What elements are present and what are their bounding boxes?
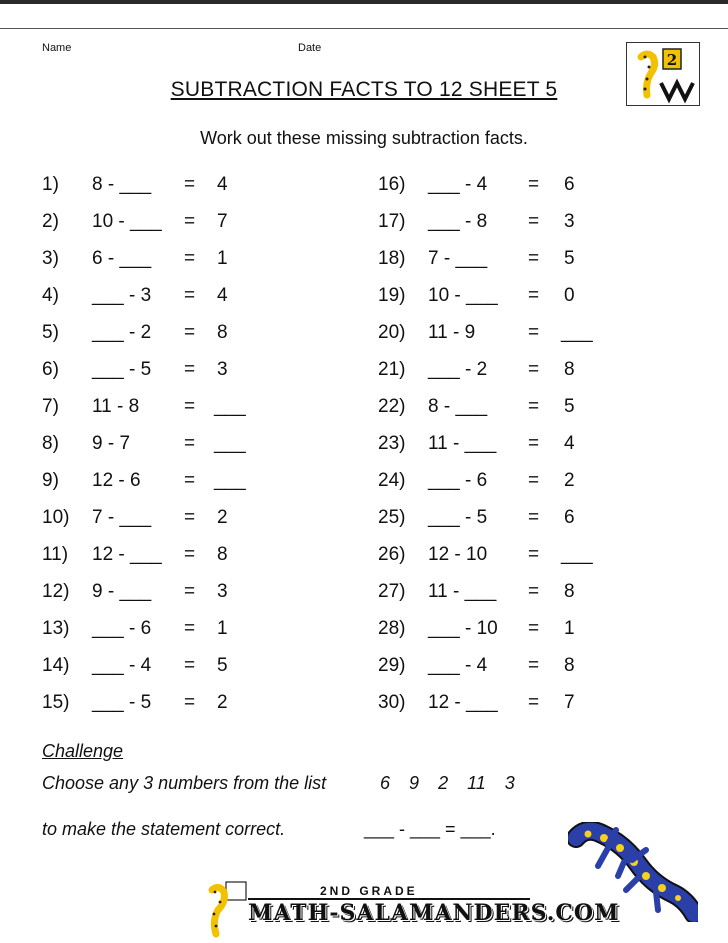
problem-expression: ___ - 5 (428, 507, 488, 528)
problem-row (42, 499, 372, 536)
problem-expression: 12 - 6 (92, 470, 141, 491)
problem-row (378, 240, 708, 277)
problem-number: 7) (42, 396, 59, 417)
problem-number: 22) (378, 396, 406, 417)
equals-sign: = (528, 322, 540, 343)
equals-sign: = (184, 581, 196, 602)
problem-expression: ___ - 6 (92, 618, 152, 639)
problem-row (378, 499, 708, 536)
problem-result: 5 (217, 655, 228, 676)
problem-result: 5 (564, 248, 575, 269)
problem-number: 16) (378, 174, 406, 195)
problem-result: 8 (564, 581, 575, 602)
problem-expression: 7 - ___ (428, 248, 488, 269)
problem-result: 1 (217, 618, 228, 639)
date-label: Date (298, 42, 322, 54)
problem-number: 10) (42, 507, 70, 528)
problem-row (42, 610, 372, 647)
equals-sign: = (184, 322, 196, 343)
problem-result: 6 (564, 174, 575, 195)
problem-result: 2 (217, 507, 228, 528)
problem-expression: 7 - ___ (92, 507, 152, 528)
page-title: SUBTRACTION FACTS TO 12 SHEET 5 (170, 78, 558, 101)
problem-number: 29) (378, 655, 406, 676)
problem-row (378, 166, 708, 203)
problem-row (378, 610, 708, 647)
problem-row (378, 573, 708, 610)
top-border-thin (0, 28, 728, 29)
problem-number: 3) (42, 248, 59, 269)
instructions: Work out these missing subtraction facts. (200, 128, 528, 148)
problem-result: 1 (564, 618, 575, 639)
equals-sign: = (184, 174, 196, 195)
problem-expression: 6 - ___ (92, 248, 152, 269)
problem-result: 0 (564, 285, 575, 306)
problem-number: 30) (378, 692, 406, 713)
problem-row (42, 277, 372, 314)
problem-result: 2 (564, 470, 575, 491)
challenge-title: Challenge (42, 741, 124, 761)
problem-expression: ___ - 5 (92, 359, 152, 380)
problem-row (378, 203, 708, 240)
problem-result: ___ (214, 433, 246, 454)
grade-number: 2 (666, 51, 678, 69)
problem-result: 8 (564, 655, 575, 676)
problem-result: 3 (564, 211, 575, 232)
challenge-number: 2 (438, 773, 449, 793)
equals-sign: = (184, 248, 196, 269)
problem-number: 28) (378, 618, 406, 639)
problem-number: 25) (378, 507, 406, 528)
problem-result: 3 (217, 359, 228, 380)
problem-number: 15) (42, 692, 70, 713)
problem-expression: ___ - 6 (428, 470, 488, 491)
equals-sign: = (528, 211, 540, 232)
problem-row (378, 536, 708, 573)
problem-row (42, 462, 372, 499)
problem-expression: ___ - 5 (92, 692, 152, 713)
problem-row (42, 314, 372, 351)
problem-number: 21) (378, 359, 406, 380)
problem-number: 8) (42, 433, 59, 454)
problem-row (378, 277, 708, 314)
problem-number: 12) (42, 581, 70, 602)
equals-sign: = (184, 655, 196, 676)
equals-sign: = (184, 544, 196, 565)
problem-result: 1 (217, 248, 228, 269)
equals-sign: = (528, 655, 540, 676)
problem-number: 19) (378, 285, 406, 306)
problem-number: 13) (42, 618, 70, 639)
problem-expression: 12 - ___ (92, 544, 162, 565)
problem-row (378, 314, 708, 351)
problem-result: ___ (561, 322, 593, 343)
problem-result: 4 (217, 174, 228, 195)
problem-expression: ___ - 8 (428, 211, 488, 232)
challenge-number: 3 (504, 773, 515, 793)
equals-sign: = (528, 285, 540, 306)
equals-sign: = (528, 692, 540, 713)
problem-expression: 12 - ___ (428, 692, 498, 713)
problem-expression: 11 - ___ (428, 581, 497, 602)
problem-expression: 11 - 8 (92, 396, 140, 417)
problem-result: ___ (214, 470, 246, 491)
equals-sign: = (184, 433, 196, 454)
problem-expression: 8 - ___ (92, 174, 152, 195)
problem-result: 6 (564, 507, 575, 528)
equals-sign: = (528, 396, 540, 417)
equals-sign: = (184, 211, 196, 232)
equals-sign: = (184, 507, 196, 528)
problem-number: 17) (378, 211, 406, 232)
problem-expression: 11 - ___ (428, 433, 497, 454)
problem-expression: ___ - 4 (428, 174, 488, 195)
equals-sign: = (528, 544, 540, 565)
equals-sign: = (184, 618, 196, 639)
name-label: Name (42, 42, 72, 54)
problem-expression: ___ - 4 (92, 655, 152, 676)
problem-result: 4 (217, 285, 228, 306)
problem-row (42, 573, 372, 610)
problem-result: 2 (217, 692, 228, 713)
problem-expression: 9 - ___ (92, 581, 152, 602)
right-problem-column (378, 166, 708, 721)
problem-number: 18) (378, 248, 406, 269)
equals-sign: = (528, 470, 540, 491)
equals-sign: = (528, 174, 540, 195)
problem-expression: 11 - 9 (428, 322, 476, 343)
problem-number: 1) (42, 174, 59, 195)
problem-expression: ___ - 2 (92, 322, 152, 343)
problem-result: 5 (564, 396, 575, 417)
problem-expression: ___ - 4 (428, 655, 488, 676)
problem-row (42, 425, 372, 462)
problem-result: 3 (217, 581, 228, 602)
problem-number: 20) (378, 322, 406, 343)
problem-result: ___ (214, 396, 246, 417)
equals-sign: = (528, 248, 540, 269)
problem-result: 8 (217, 544, 228, 565)
top-border (0, 0, 728, 4)
challenge-statement-blanks: ___ - ___ = ___. (364, 819, 496, 839)
equals-sign: = (528, 433, 540, 454)
challenge-instruction: Choose any 3 numbers from the list (42, 773, 327, 793)
equals-sign: = (528, 359, 540, 380)
equals-sign: = (184, 285, 196, 306)
problem-row (42, 388, 372, 425)
problem-result: 4 (564, 433, 575, 454)
problem-result: 7 (564, 692, 575, 713)
problem-number: 5) (42, 322, 59, 343)
problem-row (378, 647, 708, 684)
equals-sign: = (184, 470, 196, 491)
problem-row (42, 684, 372, 721)
problem-result: 8 (217, 322, 228, 343)
problem-expression: 10 - ___ (92, 211, 162, 232)
equals-sign: = (528, 618, 540, 639)
equals-sign: = (184, 692, 196, 713)
equals-sign: = (528, 581, 540, 602)
problem-expression: ___ - 10 (428, 618, 498, 639)
challenge-instruction-2: to make the statement correct. (42, 819, 286, 839)
problem-number: 11) (42, 544, 69, 565)
footer-salamander-icon (200, 880, 250, 943)
problem-result: 7 (217, 211, 228, 232)
footer-site-name: MATH-SALAMANDERS.COM (248, 900, 620, 926)
problem-number: 26) (378, 544, 406, 565)
salamander-icon (568, 822, 698, 927)
problem-expression: 12 - 10 (428, 544, 488, 565)
equals-sign: = (528, 507, 540, 528)
problem-expression: 9 - 7 (92, 433, 131, 454)
problem-number: 2) (42, 211, 59, 232)
equals-sign: = (184, 396, 196, 417)
problem-row (42, 240, 372, 277)
challenge-number-list (380, 773, 529, 794)
problem-number: 6) (42, 359, 59, 380)
problem-row (42, 647, 372, 684)
problem-number: 24) (378, 470, 406, 491)
problem-number: 14) (42, 655, 70, 676)
problem-row (378, 351, 708, 388)
problem-result: ___ (561, 544, 593, 565)
problem-row (378, 425, 708, 462)
problem-row (378, 388, 708, 425)
problem-result: 8 (564, 359, 575, 380)
problem-row (378, 462, 708, 499)
footer-grade: 2ND GRADE (320, 884, 418, 898)
problem-number: 9) (42, 470, 59, 491)
problem-row (42, 536, 372, 573)
problem-expression: ___ - 2 (428, 359, 488, 380)
problem-row (378, 684, 708, 721)
problem-row (42, 166, 372, 203)
problem-row (42, 203, 372, 240)
challenge-number: 9 (409, 773, 420, 793)
left-problem-column (42, 166, 372, 721)
problem-row (42, 351, 372, 388)
problem-number: 4) (42, 285, 59, 306)
problem-number: 27) (378, 581, 406, 602)
problem-expression: 8 - ___ (428, 396, 488, 417)
problem-expression: 10 - ___ (428, 285, 498, 306)
equals-sign: = (184, 359, 196, 380)
challenge-number: 6 (380, 773, 391, 793)
problem-number: 23) (378, 433, 406, 454)
problem-expression: ___ - 3 (92, 285, 152, 306)
challenge-number: 11 (467, 773, 486, 793)
